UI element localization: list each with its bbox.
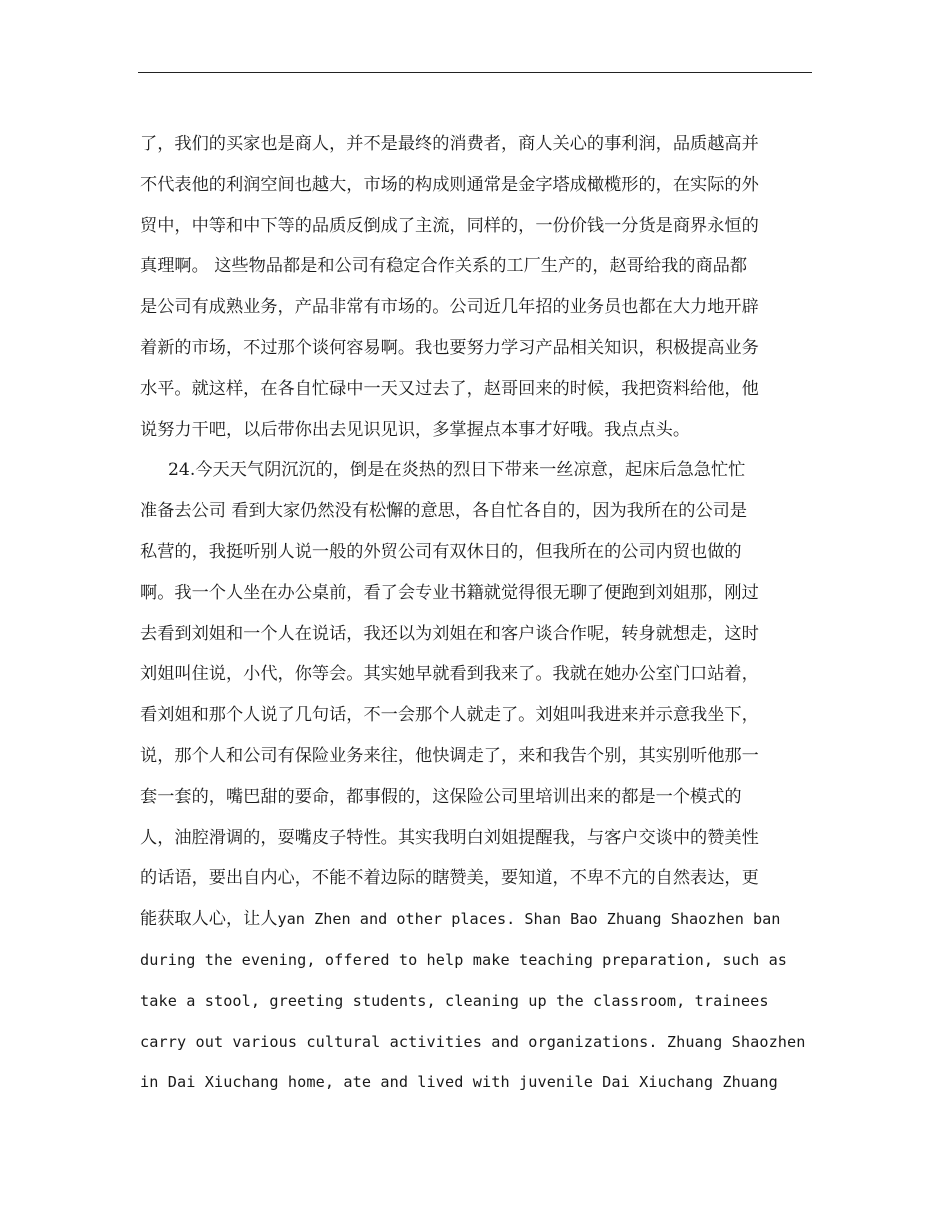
text-line: 刘姐叫住说，小代，你等会。其实她早就看到我来了。我就在她办公室门口站着， bbox=[140, 664, 759, 685]
text-line: 看刘姐和那个人说了几句话，不一会那个人就走了。刘姐叫我进来并示意我坐下， bbox=[140, 705, 759, 726]
text-line: 准备去公司 看到大家仍然没有松懈的意思，各自忙各自的，因为我所在的公司是 bbox=[140, 501, 748, 522]
text-line: 啊。我一个人坐在办公桌前，看了会专业书籍就觉得很无聊了便跑到刘姐那，刚过 bbox=[140, 582, 759, 603]
text-line: 真理啊。 这些物品都是和公司有稳定合作关系的工厂生产的，赵哥给我的商品都 bbox=[140, 256, 748, 277]
text-line: 着新的市场，不过那个谈何容易啊。我也要努力学习产品相关知识，积极提高业务 bbox=[140, 337, 759, 358]
text-line: 套一套的，嘴巴甜的要命，都事假的，这保险公司里培训出来的都是一个模式的 bbox=[140, 786, 742, 807]
text-line: 去看到刘姐和一个人在说话，我还以为刘姐在和客户谈合作呢，转身就想走，这时 bbox=[140, 623, 759, 644]
header-rule bbox=[138, 72, 812, 73]
mixed-line-cjk: 能获取人心，让人 bbox=[140, 909, 278, 930]
text-line: 人，油腔滑调的，耍嘴皮子特性。其实我明白刘姐提醒我，与客户交谈中的赞美性 bbox=[140, 827, 759, 848]
text-line: 了，我们的买家也是商人，并不是最终的消费者，商人关心的事利润，品质越高并 bbox=[140, 134, 759, 154]
body-text bbox=[140, 124, 812, 1103]
text-line: 不代表他的利润空间也越大，市场的构成则通常是金字塔成橄榄形的，在实际的外 bbox=[140, 174, 759, 195]
paragraph-start-line: 24.今天天气阴沉沉的，倒是在炎热的烈日下带来一丝凉意，起床后急急忙忙 bbox=[168, 460, 746, 481]
latin-text-line: during the evening, offered to help make teaching preparation, such as bbox=[140, 950, 788, 969]
latin-text-line: in Dai Xiuchang home, ate and lived with juvenile Dai Xiuchang Zhuang bbox=[140, 1073, 778, 1092]
mixed-text-line bbox=[140, 899, 812, 940]
text-line: 贸中，中等和中下等的品质反倒成了主流，同样的，一份价钱一分货是商界永恒的 bbox=[140, 215, 759, 236]
text-line: 是公司有成熟业务，产品非常有市场的。公司近几年招的业务员也都在大力地开辟 bbox=[140, 297, 759, 318]
latin-text-line: take a stool, greeting students, cleaning up the classroom, trainees bbox=[140, 991, 769, 1010]
mixed-line-latin: yan Zhen and other places. Shan Bao Zhuang Shaozhen ban bbox=[277, 910, 781, 929]
text-line: 说努力干吧，以后带你出去见识见识，多掌握点本事才好哦。我点点头。 bbox=[140, 419, 691, 440]
text-line: 说，那个人和公司有保险业务来往，他快调走了，来和我告个别，其实别听他那一 bbox=[140, 745, 759, 766]
latin-text-line: carry out various cultural activities and organizations. Zhuang Shaozhen bbox=[140, 1032, 806, 1051]
text-line: 水平。就这样，在各自忙碌中一天又过去了，赵哥回来的时候，我把资料给他，他 bbox=[140, 378, 759, 399]
text-line: 的话语，要出自内心，不能不着边际的瞎赞美，要知道，不卑不亢的自然表达，更 bbox=[140, 868, 759, 889]
text-line: 私营的，我挺听别人说一般的外贸公司有双休日的，但我所在的公司内贸也做的 bbox=[140, 541, 742, 562]
